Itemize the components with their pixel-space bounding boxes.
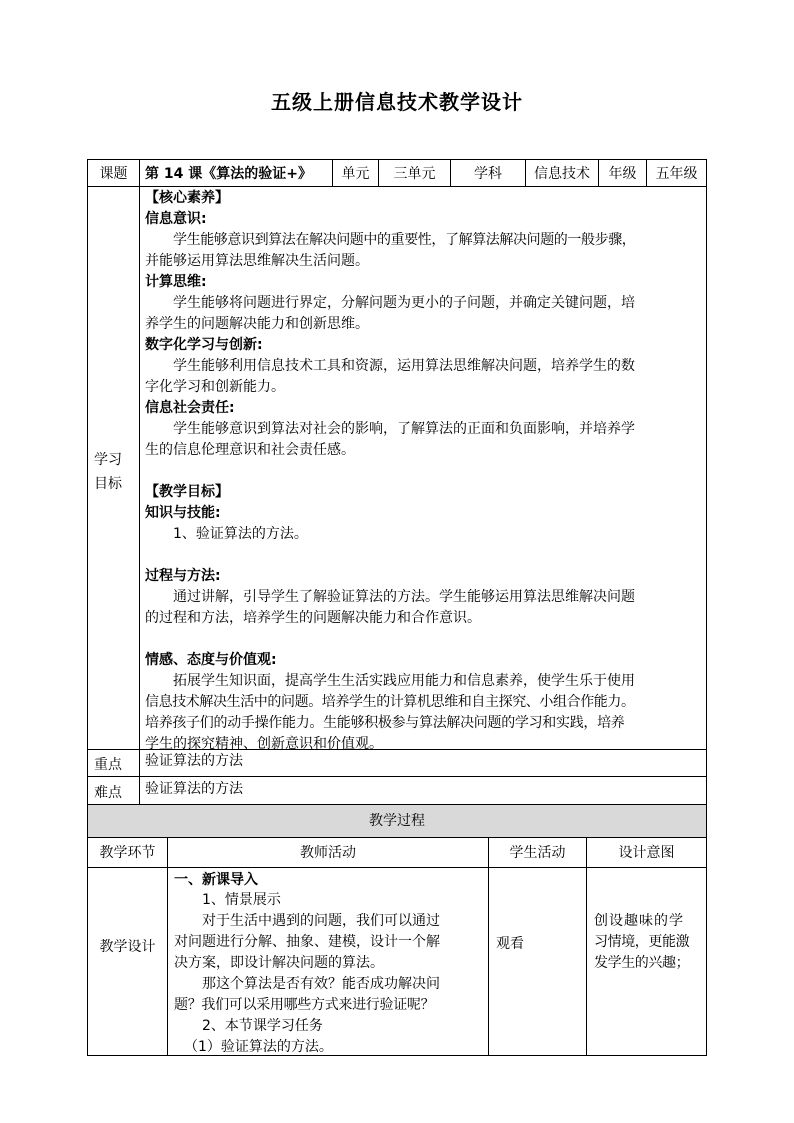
spacer — [145, 461, 703, 482]
teacher-line4: 决方案，即设计解决问题的算法。 — [174, 955, 384, 971]
table-border-top — [87, 159, 707, 160]
emotion-line2: 信息技术解决生活中的问题。培养学生的计算机思维和自主探究、小组合作能力。 — [145, 694, 635, 710]
info-awareness-heading: 信息意识: — [145, 211, 207, 227]
digital-line2: 字化学习和创新能力。 — [145, 379, 285, 395]
design-intent-cell — [594, 911, 704, 974]
objectives-label-line1: 学习 — [94, 452, 122, 468]
teaching-goals-heading: 【教学目标】 — [145, 484, 229, 500]
social-heading: 信息社会责任: — [145, 400, 235, 416]
row-divider-process-header — [87, 867, 707, 868]
process-divider-2 — [488, 837, 489, 1056]
student-activity-cell: 观看 — [496, 936, 524, 952]
teacher-line3: 对问题进行分解、抽象、建模，设计一个解 — [174, 934, 440, 950]
process-method-heading: 过程与方法: — [145, 568, 221, 584]
info-awareness-line1: 学生能够意识到算法在解决问题中的重要性，了解算法解决问题的一般步骤， — [173, 232, 636, 248]
digital-line1: 学生能够利用信息技术工具和资源，运用算法思维解决问题，培养学生的数 — [173, 358, 635, 374]
teacher-line7: 2、本节课学习任务 — [202, 1018, 323, 1034]
teacher-line5: 那这个算法是否有效？能否成功解决问 — [202, 976, 440, 992]
intent-line3: 发学生的兴趣； — [594, 955, 690, 971]
col-stage-header: 教学环节 — [99, 845, 156, 861]
core-literacy-heading: 【核心素养】 — [145, 190, 229, 206]
teacher-line2: 对于生活中遇到的问题，我们可以通过 — [202, 913, 440, 929]
row-divider-header — [87, 186, 707, 187]
row-divider-keypoint — [87, 776, 707, 777]
subject-value: 信息技术 — [534, 166, 590, 182]
emotion-line3: 培养孩子们的动手操作能力。生能够积极参与算法解决问题的学习和实践，培养 — [145, 715, 625, 731]
process-divider-1 — [167, 837, 168, 1056]
computational-line1: 学生能够将问题进行界定，分解问题为更小的子问题，并确定关键问题，培 — [173, 295, 635, 311]
subject-label: 学科 — [474, 166, 502, 182]
table-border-right — [706, 159, 707, 1056]
objectives-content — [145, 188, 703, 755]
process-title: 教学过程 — [369, 813, 425, 829]
table-border-left — [87, 159, 88, 1056]
keypoint-label: 重点 — [94, 757, 122, 773]
document-title: 五级上册信息技术教学设计 — [271, 90, 523, 114]
emotion-line4: 学生的探究精神、创新意识和价值观。 — [145, 736, 383, 752]
row-divider-process-title — [87, 837, 707, 838]
process-method-line1: 通过讲解，引导学生了解验证算法的方法。学生能够运用算法思维解决问题 — [173, 589, 635, 605]
info-awareness-line2: 并能够运用算法思维解决生活问题。 — [145, 253, 369, 269]
col-student-header: 学生活动 — [509, 845, 566, 861]
social-line2: 生的信息伦理意识和社会责任感。 — [145, 442, 355, 458]
course-value: 第 14 课《算法的验证+》 — [145, 166, 312, 182]
keypoint-value: 验证算法的方法 — [145, 753, 243, 769]
process-method-line2: 的过程和方法，培养学生的问题解决能力和合作意识。 — [145, 610, 481, 626]
digital-heading: 数字化学习与创新: — [145, 337, 263, 353]
col-intent-header: 设计意图 — [618, 845, 675, 861]
spacer — [145, 629, 703, 650]
intent-line2: 习情境，更能激 — [594, 934, 690, 950]
computational-line2: 养学生的问题解决能力和创新思维。 — [145, 316, 369, 332]
grade-value: 五年级 — [655, 166, 698, 182]
social-line1: 学生能够意识到算法对社会的影响，了解算法的正面和负面影响，并培养学 — [173, 421, 635, 437]
grade-label: 年级 — [608, 166, 637, 182]
objectives-label-line2: 目标 — [94, 476, 122, 492]
knowledge-heading: 知识与技能: — [145, 505, 221, 521]
spacer — [145, 545, 703, 566]
label-column-divider — [139, 159, 140, 805]
teacher-heading: 一、新课导入 — [174, 872, 258, 888]
process-divider-3 — [586, 837, 587, 1056]
knowledge-item: 1、验证算法的方法。 — [173, 526, 308, 542]
course-label: 课题 — [99, 166, 128, 182]
emotion-line1: 拓展学生知识面，提高学生生活实践应用能力和信息素养，使学生乐于使用 — [173, 673, 635, 689]
difficulty-label: 难点 — [94, 785, 122, 801]
computational-heading: 计算思维: — [145, 274, 207, 290]
teacher-line1: 1、情景展示 — [202, 892, 281, 908]
teacher-line6: 题？我们可以采用哪些方式来进行验证呢？ — [174, 997, 435, 1013]
teacher-activity-cell — [174, 870, 484, 1058]
difficulty-value: 验证算法的方法 — [145, 781, 243, 797]
unit-value: 三单元 — [393, 166, 436, 182]
teacher-line8: （1）验证算法的方法。 — [184, 1039, 333, 1055]
col-teacher-header: 教师活动 — [300, 845, 356, 861]
intent-line1: 创设趣味的学 — [594, 913, 684, 929]
emotion-heading: 情感、态度与价值观: — [145, 652, 277, 668]
stage-cell: 教学设计 — [99, 939, 156, 955]
unit-label: 单元 — [341, 166, 370, 182]
